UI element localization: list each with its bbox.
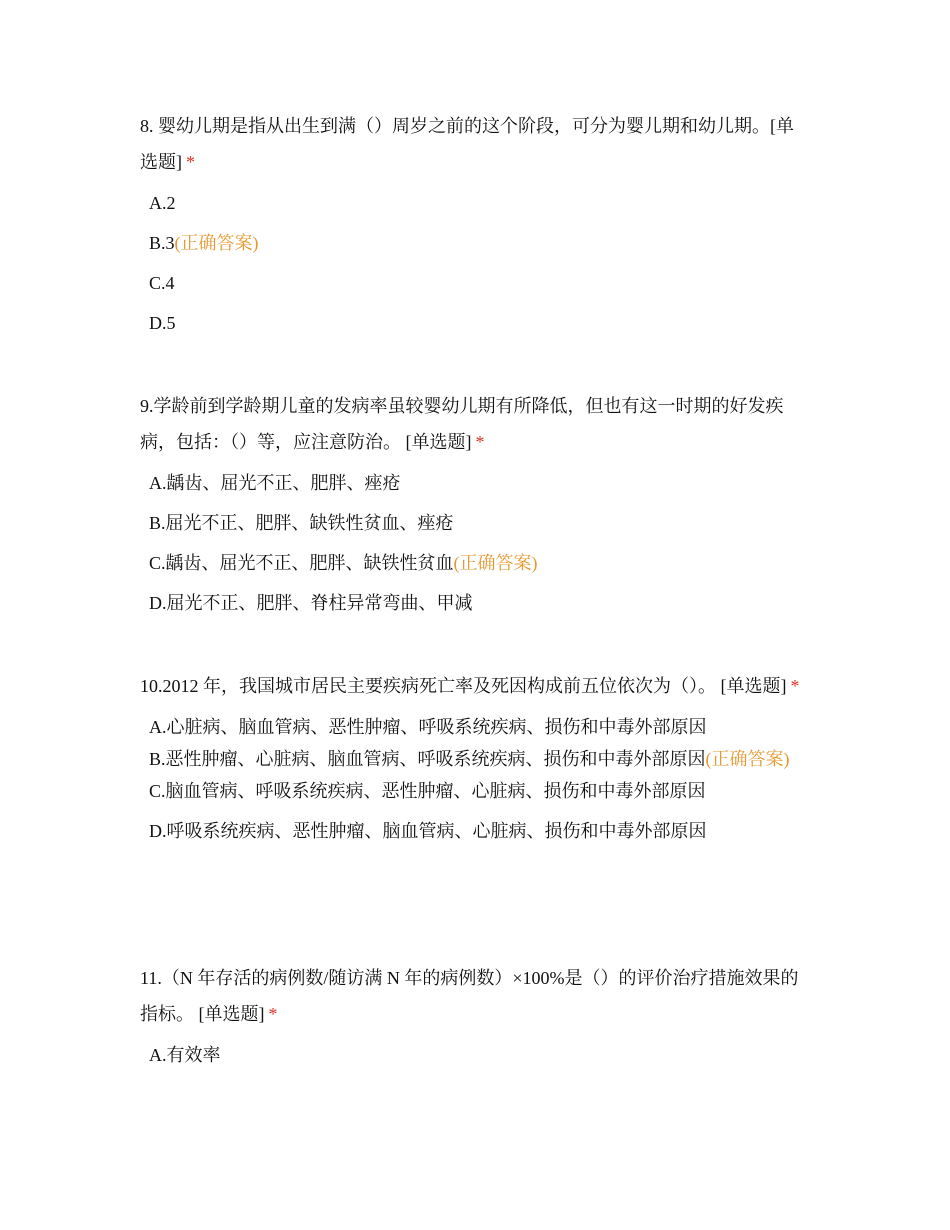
option-d[interactable]: D.屈光不正、肥胖、脊柱异常弯曲、甲减 — [149, 593, 473, 613]
question-9 — [140, 388, 810, 616]
correct-answer-tag: (正确答案) — [174, 233, 259, 253]
option-d[interactable]: D.5 — [149, 313, 176, 333]
question-8 — [140, 108, 810, 336]
question-text: 10.2012 年，我国城市居民主要疾病死亡率及死因构成前五位依次为（）。 [单选题] * — [140, 676, 800, 696]
option-d[interactable]: D.呼吸系统疾病、恶性肿瘤、脑血管病、心脏病、损伤和中毒外部原因 — [149, 821, 707, 841]
option-b[interactable]: B.屈光不正、肥胖、缺铁性贫血、痤疮 — [149, 513, 454, 533]
question-10 — [140, 668, 810, 844]
option-c[interactable]: C.4 — [149, 273, 175, 293]
required-mark: * — [475, 432, 485, 452]
option-list — [140, 714, 810, 844]
correct-answer-tag: (正确答案) — [453, 553, 538, 573]
option-a[interactable]: A.有效率 — [149, 1045, 221, 1065]
required-mark: * — [790, 676, 800, 696]
question-11 — [140, 960, 810, 1068]
option-c[interactable]: C.脑血管病、呼吸系统疾病、恶性肿瘤、心脏病、损伤和中毒外部原因 — [149, 781, 706, 801]
option-a[interactable]: A.2 — [149, 193, 176, 213]
question-text: 8. 婴幼儿期是指从出生到满（）周岁之前的这个阶段，可分为婴儿期和幼儿期。[单选题] * — [140, 116, 794, 172]
option-a[interactable]: A.龋齿、屈光不正、肥胖、痤疮 — [149, 473, 401, 493]
correct-answer-tag: (正确答案) — [705, 749, 790, 769]
option-a[interactable]: A.心脏病、脑血管病、恶性肿瘤、呼吸系统疾病、损伤和中毒外部原因 — [149, 717, 707, 737]
option-list — [140, 1042, 810, 1068]
option-list — [140, 190, 810, 336]
required-mark: * — [268, 1004, 278, 1024]
question-text: 9.学龄前到学龄期儿童的发病率虽较婴幼儿期有所降低，但也有这一时期的好发疾病，包括：（）等，应注意防治。 [单选题] * — [140, 396, 784, 452]
option-b[interactable]: B.3(正确答案) — [149, 233, 259, 253]
required-mark: * — [186, 152, 195, 172]
option-list — [140, 470, 810, 616]
option-b[interactable]: B.恶性肿瘤、心脏病、脑血管病、呼吸系统疾病、损伤和中毒外部原因(正确答案) — [149, 749, 790, 769]
question-text: 11.（N 年存活的病例数/随访满 N 年的病例数）×100%是（）的评价治疗措施效果的指标。 [单选题] * — [140, 968, 799, 1024]
option-c[interactable]: C.龋齿、屈光不正、肥胖、缺铁性贫血(正确答案) — [149, 553, 538, 573]
